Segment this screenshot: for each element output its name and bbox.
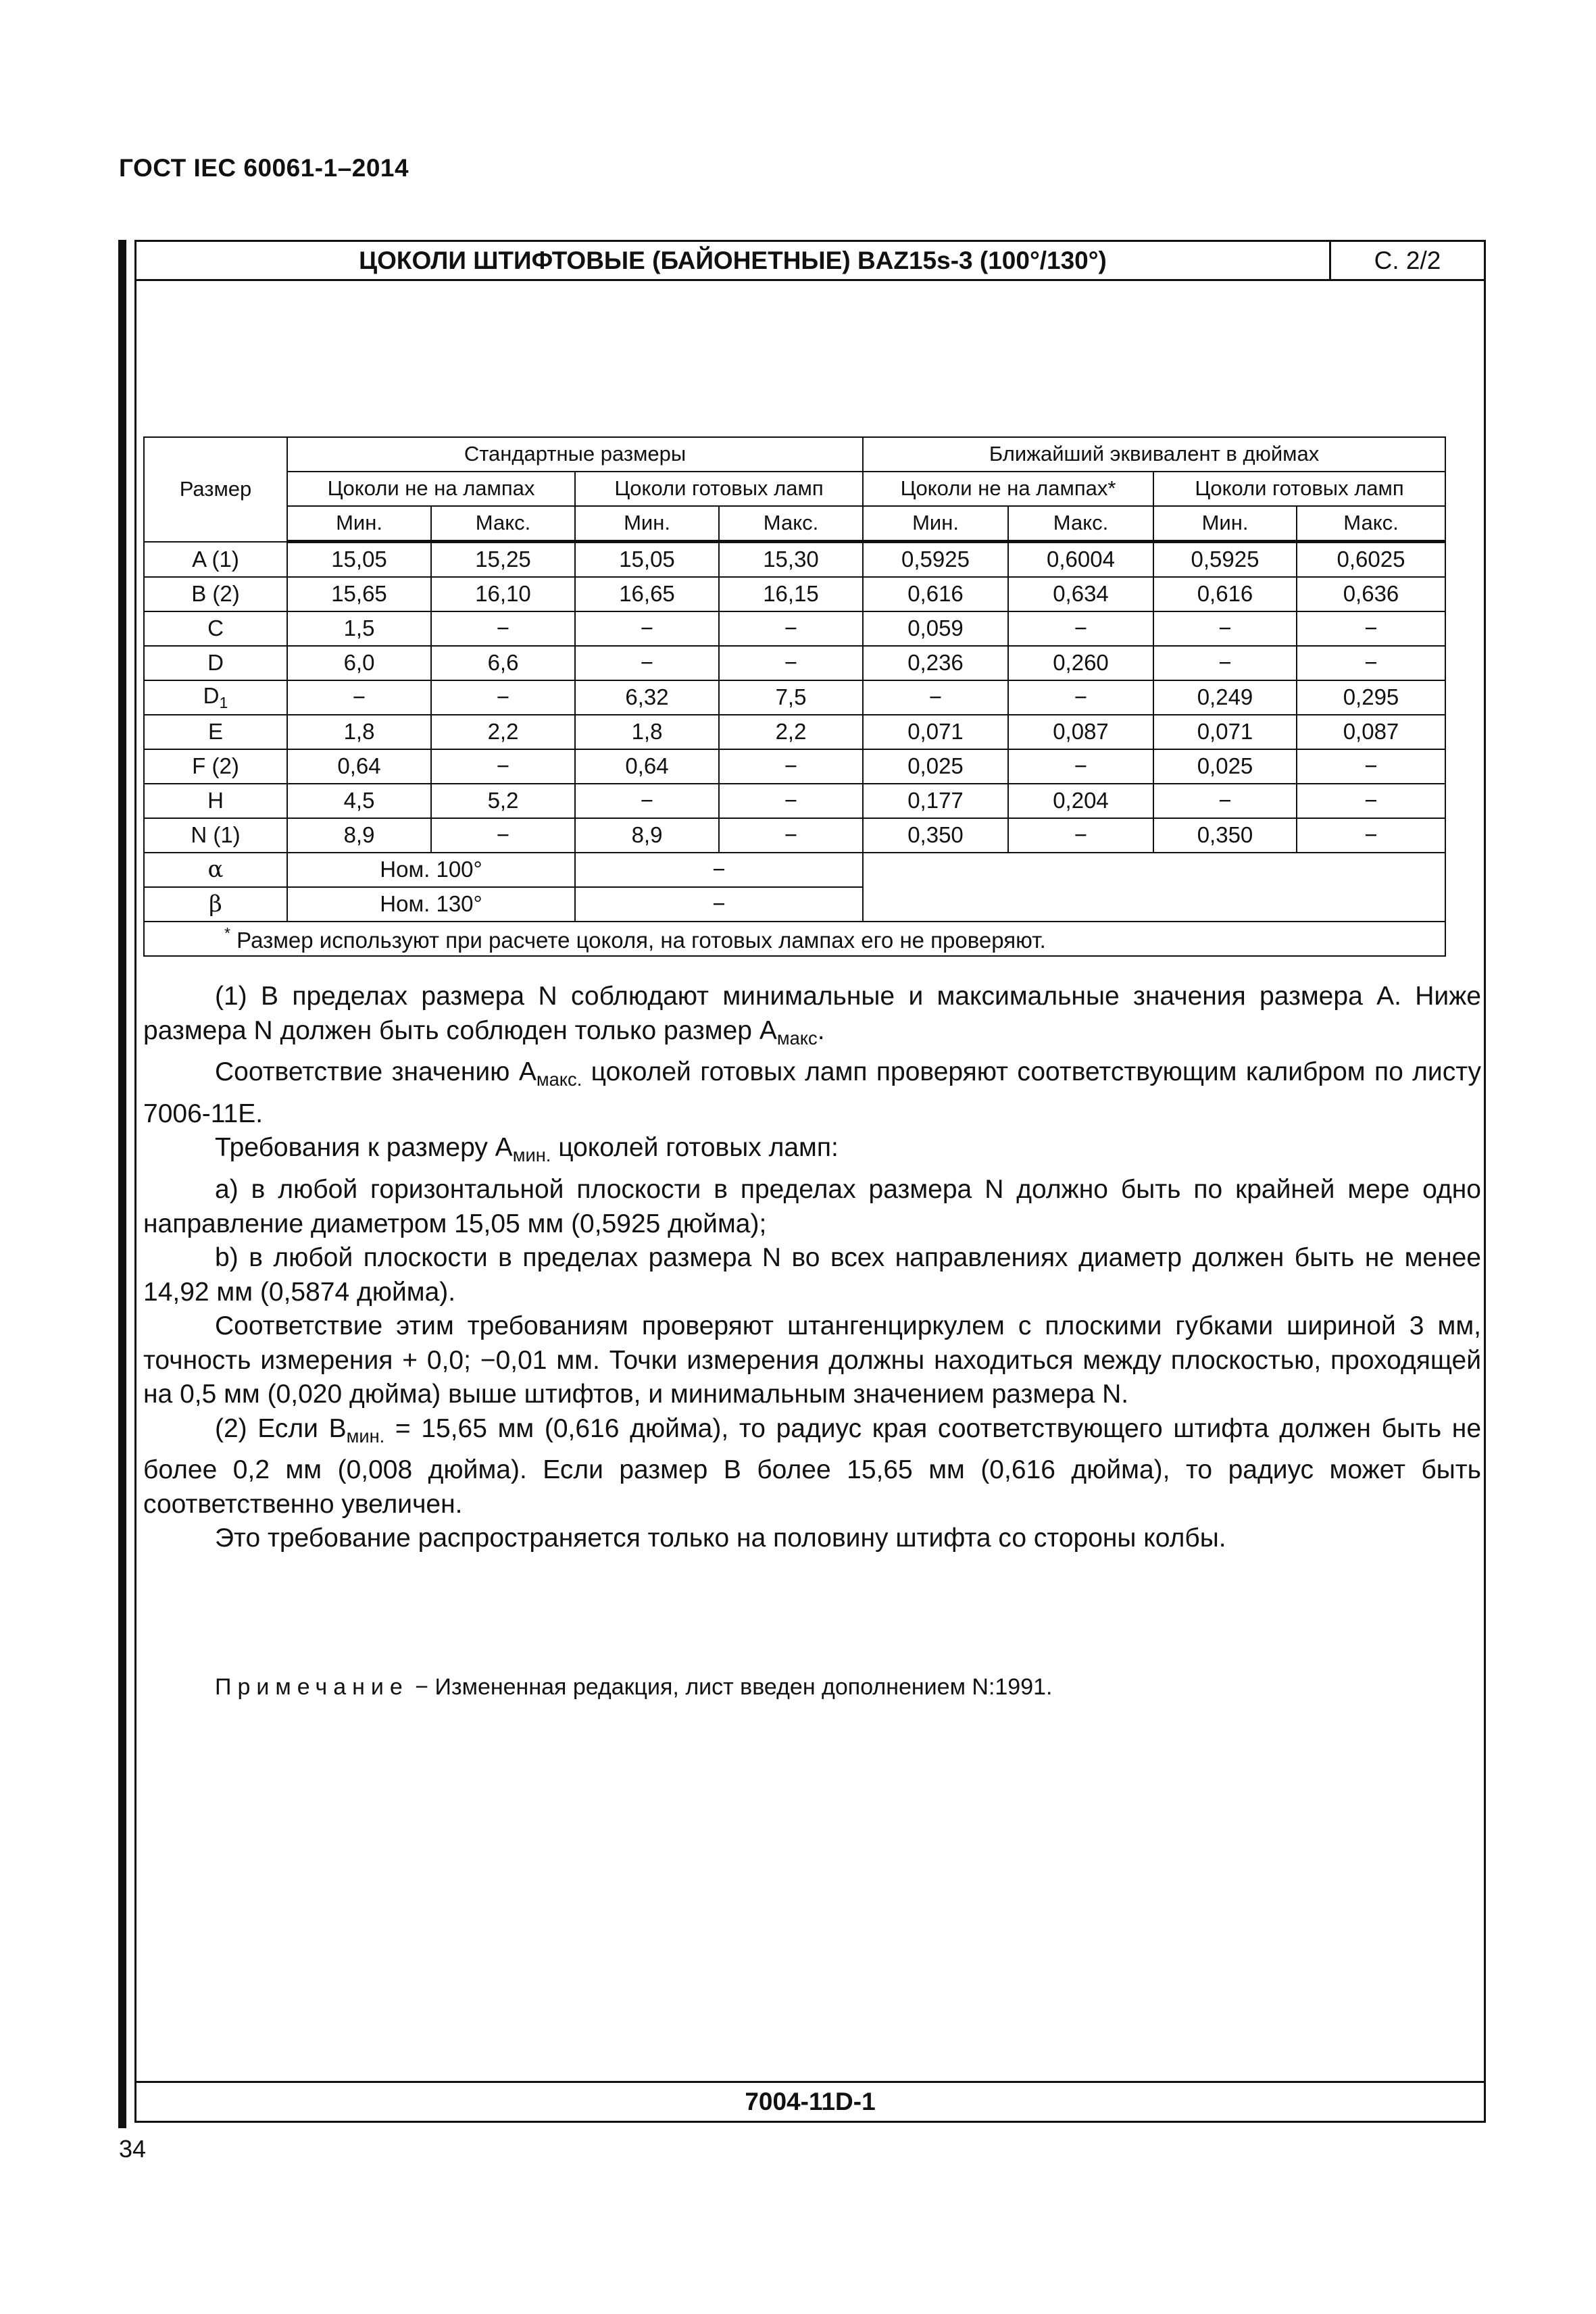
table-body: [144, 542, 1445, 853]
table-cell: 1,8: [287, 715, 431, 749]
table-cell: −: [1008, 611, 1153, 646]
header-std-unmounted: Цоколи не на лампах: [287, 472, 575, 506]
row-label-text: F (2): [192, 753, 239, 779]
table-cell: 6,6: [431, 646, 575, 680]
table-cell: 0,025: [863, 749, 1008, 784]
table-cell: −: [1008, 749, 1153, 784]
text-run: (2) Если B: [215, 1413, 347, 1443]
header-inch-equivalent: Ближайший эквивалент в дюймах: [863, 437, 1445, 472]
table-cell: 2,2: [431, 715, 575, 749]
row-label: [144, 680, 287, 715]
row-label-text: H: [207, 788, 224, 813]
table-cell: −: [1153, 784, 1297, 818]
text-run: Требования к размеру A: [215, 1133, 513, 1163]
table-cell: −: [1297, 646, 1445, 680]
table-cell: 0,636: [1297, 577, 1445, 611]
sheet-page-ref: С. 2/2: [1374, 247, 1441, 274]
table-cell: −: [719, 749, 863, 784]
header-max: Макс.: [1297, 506, 1445, 542]
table-cell: −: [719, 818, 863, 853]
row-label: [144, 784, 287, 818]
table-cell: 0,025: [1153, 749, 1297, 784]
table-cell: 0,249: [1153, 680, 1297, 715]
table-cell: −: [1297, 749, 1445, 784]
table-cell: 0,5925: [1153, 542, 1297, 578]
note: [215, 1674, 1052, 1701]
row-label-alpha: α: [144, 853, 287, 887]
row-label: [144, 715, 287, 749]
text-run: цоколей готовых ламп проверяют соответствующим калибром по листу 7006-11E.: [143, 1057, 1481, 1128]
sheet-header: [136, 242, 1484, 281]
footnote-text: Размер используют при расчете цоколя, на готовых лампах его не проверяют.: [236, 927, 1046, 953]
empty-cell: [863, 853, 1445, 922]
subscript: мин.: [346, 1425, 385, 1447]
header-inch-mounted: Цоколи готовых ламп: [1153, 472, 1445, 506]
table-cell: 16,15: [719, 577, 863, 611]
header-max: Макс.: [1008, 506, 1153, 542]
alpha-std-unmounted: Ном. 100°: [287, 853, 575, 887]
table-row: [144, 784, 1445, 818]
table-row: [144, 646, 1445, 680]
table-row: [144, 542, 1445, 578]
header-min: Мин.: [575, 506, 719, 542]
table-cell: −: [1008, 680, 1153, 715]
text-run: .: [817, 1015, 825, 1045]
table-cell: −: [431, 680, 575, 715]
table-cell: −: [1297, 818, 1445, 853]
table-cell: 15,30: [719, 542, 863, 578]
table-cell: 0,5925: [863, 542, 1008, 578]
table-cell: 0,236: [863, 646, 1008, 680]
table-cell: 2,2: [719, 715, 863, 749]
page-number: 34: [119, 2135, 147, 2163]
header-standard-dimensions: Стандартные размеры: [287, 437, 863, 472]
header-std-mounted: Цоколи готовых ламп: [575, 472, 863, 506]
row-label: [144, 577, 287, 611]
paragraph-4: a) в любой горизонтальной плоскости в пределах размера N должно быть по крайней мере одно направление диаметром 15,05 мм (0,5925 дюйма);: [143, 1175, 1481, 1238]
table-cell: 1,8: [575, 715, 719, 749]
table-cell: −: [431, 818, 575, 853]
table-cell: 0,059: [863, 611, 1008, 646]
row-label-beta: β: [144, 887, 287, 922]
table-cell: 6,0: [287, 646, 431, 680]
table-cell: 8,9: [575, 818, 719, 853]
note-text: − Измененная редакция, лист введен дополнением N:1991.: [408, 1674, 1053, 1700]
table-cell: −: [575, 646, 719, 680]
table-row: [144, 577, 1445, 611]
note-label: Примечание: [215, 1674, 409, 1700]
row-label-text: E: [207, 719, 223, 745]
table-cell: 6,32: [575, 680, 719, 715]
table-cell: 0,616: [863, 577, 1008, 611]
text-run: (1) В пределах размера N соблюдают минимальные и максимальные значения размера A. Ниже размера N должен быть соблюден только размер A: [143, 982, 1481, 1045]
paragraph-2: [143, 1055, 1481, 1131]
table-cell: 4,5: [287, 784, 431, 818]
table-cell: 5,2: [431, 784, 575, 818]
row-label-text: A (1): [192, 546, 239, 572]
table-header-row: [144, 437, 1445, 472]
table-cell: −: [863, 680, 1008, 715]
table-cell: −: [575, 611, 719, 646]
header-min: Мин.: [287, 506, 431, 542]
table-minmax-row: [144, 506, 1445, 542]
table-cell: 1,5: [287, 611, 431, 646]
table-cell: −: [719, 611, 863, 646]
table-row: [144, 680, 1445, 715]
table-footnote: [144, 922, 1445, 956]
table-subheader-row: [144, 472, 1445, 506]
row-label-subscript: 1: [219, 693, 228, 711]
paragraph-1: [143, 980, 1481, 1055]
table-cell: 15,65: [287, 577, 431, 611]
table-cell: 16,10: [431, 577, 575, 611]
table-row-alpha: [144, 853, 1445, 887]
table-cell: 0,616: [1153, 577, 1297, 611]
text-run: = 15,65 мм (0,616 дюйма), то радиус края соответствующего штифта должен быть не более 0,2 мм (0,008 дюйма). Если размер B более 15,65 мм (0,616 дюйма), то радиус может быть соответственно увеличен.: [143, 1413, 1482, 1519]
subscript: макс.: [536, 1069, 582, 1090]
header-min: Мин.: [1153, 506, 1297, 542]
table-cell: 0,087: [1297, 715, 1445, 749]
table-cell: 0,071: [1153, 715, 1297, 749]
paragraph-7: [143, 1412, 1481, 1522]
paragraph-8: Это требование распространяется только на половину штифта со стороны колбы.: [215, 1524, 1226, 1553]
table-cell: 0,64: [287, 749, 431, 784]
text-run: Соответствие значению A: [215, 1057, 537, 1087]
footnote-mark: *: [224, 924, 230, 942]
table-row: [144, 715, 1445, 749]
table-cell: −: [431, 749, 575, 784]
dimensions-table: [143, 436, 1446, 957]
subscript: макс: [776, 1027, 818, 1049]
paragraph-6: Соответствие этим требованиям проверяют штангенциркулем с плоскими губками шириной 3 мм, точность измерения + 0,0; −0,01 мм. Точки измерения должны находиться между плоскостью, проходящей на 0,5 мм (0,020 дюйма) выше штифтов, и минимальным значением размера N.: [143, 1311, 1481, 1409]
text-run: цоколей готовых ламп:: [551, 1133, 839, 1163]
table-cell: 15,05: [575, 542, 719, 578]
header-inch-unmounted: Цоколи не на лампах*: [863, 472, 1153, 506]
subscript: мин.: [512, 1145, 551, 1166]
row-label: [144, 646, 287, 680]
table-cell: 0,6025: [1297, 542, 1445, 578]
paragraph-3: [143, 1131, 1481, 1173]
body-text: [143, 980, 1481, 1556]
sheet-footer-code: 7004-11D-1: [136, 2081, 1484, 2121]
table-cell: 0,177: [863, 784, 1008, 818]
row-label: [144, 749, 287, 784]
table-cell: −: [287, 680, 431, 715]
table-cell: 0,634: [1008, 577, 1153, 611]
beta-std-mounted: −: [575, 887, 863, 922]
table-cell: 0,071: [863, 715, 1008, 749]
table-footnote-row: [144, 922, 1445, 956]
row-label-text: D: [207, 650, 224, 676]
row-label: [144, 611, 287, 646]
table-cell: −: [719, 784, 863, 818]
table-cell: 0,350: [863, 818, 1008, 853]
table-row: [144, 818, 1445, 853]
table-cell: 0,204: [1008, 784, 1153, 818]
table-cell: 15,25: [431, 542, 575, 578]
paragraph-5: b) в любой плоскости в пределах размера N во всех направлениях диаметр должен быть не менее 14,92 мм (0,5874 дюйма).: [143, 1243, 1481, 1307]
row-label-text: N (1): [191, 822, 241, 848]
header-max: Макс.: [719, 506, 863, 542]
alpha-std-mounted: −: [575, 853, 863, 887]
beta-std-unmounted: Ном. 130°: [287, 887, 575, 922]
table-cell: 15,05: [287, 542, 431, 578]
document-code: ГОСТ IEC 60061-1–2014: [119, 154, 409, 182]
table-cell: 0,64: [575, 749, 719, 784]
table-cell: 7,5: [719, 680, 863, 715]
row-label: [144, 818, 287, 853]
table-cell: 0,087: [1008, 715, 1153, 749]
table-cell: 0,350: [1153, 818, 1297, 853]
table-cell: 0,260: [1008, 646, 1153, 680]
table-cell: −: [1297, 784, 1445, 818]
table-cell: −: [1153, 611, 1297, 646]
row-label-text: C: [207, 615, 224, 641]
table-cell: −: [1297, 611, 1445, 646]
table-cell: 0,295: [1297, 680, 1445, 715]
table-cell: 0,6004: [1008, 542, 1153, 578]
table-cell: 16,65: [575, 577, 719, 611]
row-label-text: B (2): [191, 581, 240, 607]
header-min: Мин.: [863, 506, 1008, 542]
table-cell: −: [1008, 818, 1153, 853]
table-cell: 8,9: [287, 818, 431, 853]
row-label-text: D: [203, 682, 220, 708]
table-cell: −: [719, 646, 863, 680]
row-label: [144, 542, 287, 578]
table-cell: −: [575, 784, 719, 818]
header-size: Размер: [144, 437, 287, 542]
table-cell: −: [1153, 646, 1297, 680]
table-cell: −: [431, 611, 575, 646]
table-row: [144, 611, 1445, 646]
change-bar: [118, 240, 126, 2128]
table-row: [144, 749, 1445, 784]
sheet-title: ЦОКОЛИ ШТИФТОВЫЕ (БАЙОНЕТНЫЕ) BAZ15s-3 (100°/130°): [136, 242, 1331, 279]
header-max: Макс.: [431, 506, 575, 542]
